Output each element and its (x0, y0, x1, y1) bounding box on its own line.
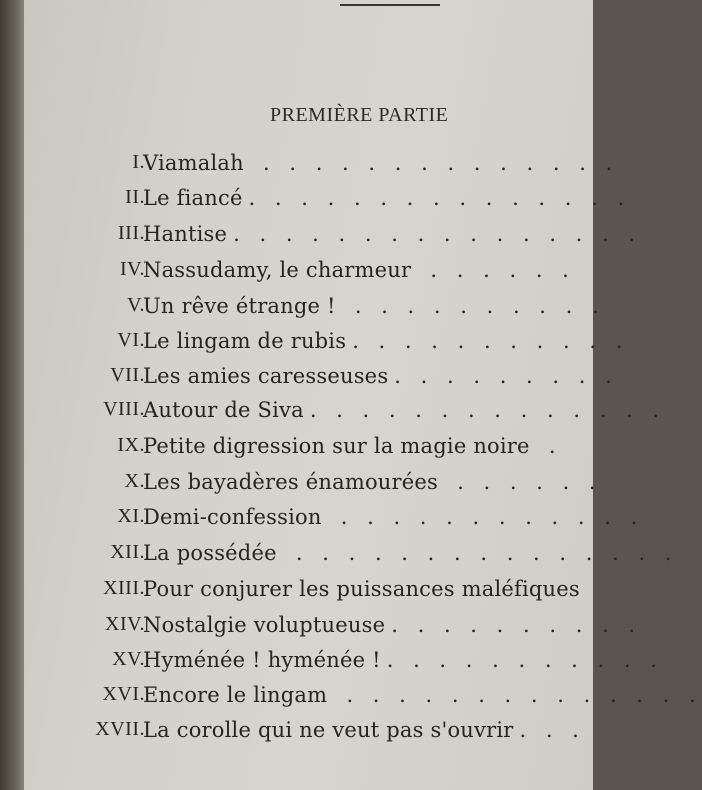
chapter-numeral: XII. (110, 541, 145, 563)
leader-dots: . . . . . . . . . . . (352, 329, 629, 353)
chapter-title-text: Le lingam de rubis (143, 329, 347, 353)
leader-dots: . . . . . . . . . . . . . . . (248, 186, 631, 210)
leader-dots: . . . . . . . . . . (341, 294, 606, 318)
chapter-numeral: V. (127, 294, 145, 316)
chapter-title-text: Hyménée ! hyménée ! (143, 648, 381, 672)
chapter-title-text: Pour conjurer les puissances maléfiques (143, 577, 580, 601)
chapter-numeral: XI. (117, 505, 145, 527)
chapter-title (143, 505, 644, 529)
leader-dots: . . . . . . . . . . . . . . . (282, 541, 678, 565)
book-gutter (0, 0, 24, 790)
toc-entry-1 (24, 151, 619, 181)
chapter-title (143, 613, 642, 637)
chapter-title-text: Autour de Siva (143, 398, 304, 422)
toc-entry-4 (24, 258, 593, 288)
chapter-title-text: La possédée (143, 541, 277, 565)
leader-dots: . . . (519, 718, 586, 742)
chapter-numeral: IX. (117, 434, 145, 456)
chapter-title (143, 364, 618, 388)
toc-entry-16 (24, 683, 702, 713)
chapter-title (143, 683, 702, 707)
chapter-title (143, 718, 585, 742)
chapter-numeral: XVII. (95, 718, 145, 740)
leader-dots: . . . . . . . . . . (391, 613, 642, 637)
toc-entry-7 (24, 364, 619, 394)
toc-entry-8 (24, 398, 666, 428)
chapter-numeral: IV. (119, 258, 145, 280)
chapter-title (143, 648, 663, 672)
chapter-title-text: Les amies caresseuses (143, 364, 389, 388)
toc-entry-17 (24, 718, 593, 748)
chapter-title-text: Demi-confession (143, 505, 322, 529)
chapter-numeral: III. (118, 222, 145, 244)
chapter-numeral: VII. (110, 364, 145, 386)
chapter-title (143, 541, 678, 565)
chapter-title (143, 398, 666, 422)
chapter-numeral: VIII. (103, 398, 145, 420)
chapter-title-text: Nassudamy, le charmeur (143, 258, 412, 282)
chapter-title (143, 577, 586, 601)
chapter-numeral: I. (132, 151, 145, 173)
chapter-numeral: X. (124, 470, 145, 492)
leader-dots: . . . . . . . . . . . . (327, 505, 644, 529)
toc-entry-9 (24, 434, 593, 464)
leader-dots: . . . . . . . . . (394, 364, 619, 388)
chapter-title (143, 294, 605, 318)
leader-dots: . . . . . . . . . . . . . . . . (233, 222, 642, 246)
chapter-title-text: Nostalgie voluptueuse (143, 613, 386, 637)
toc-entry-15 (24, 648, 664, 678)
toc-entry-5 (24, 294, 606, 324)
leader-dots: . . . . . . . . . . . . . . (309, 398, 666, 422)
leader-dots: . . . . . . . . . . . . . . (333, 683, 702, 707)
chapter-title (143, 222, 642, 246)
leader-dots: . . . . . . . . . . . . . . (249, 151, 619, 175)
chapter-title-text: Un rêve étrange ! (143, 294, 336, 318)
toc-entry-3 (24, 222, 642, 252)
chapter-numeral: XVI. (102, 683, 145, 705)
chapter-title-text: Encore le lingam (143, 683, 328, 707)
chapter-title-text: La corolle qui ne veut pas s'ouvrir (143, 718, 514, 742)
toc-entry-13 (24, 577, 593, 607)
chapter-numeral: II. (125, 186, 145, 208)
table-of-contents (24, 0, 702, 790)
chapter-title (143, 470, 602, 494)
leader-dots: . . . . . . (444, 470, 603, 494)
chapter-title (143, 186, 631, 210)
chapter-title-text: Petite digression sur la magie noire (143, 434, 530, 458)
chapter-title (143, 151, 619, 175)
chapter-title-text: Hantise (143, 222, 228, 246)
chapter-title-text: Le fiancé (143, 186, 243, 210)
leader-dots: . (535, 434, 563, 458)
chapter-title (143, 258, 575, 282)
chapter-numeral: XIV. (105, 613, 145, 635)
chapter-title (143, 329, 629, 353)
chapter-numeral: XIII. (103, 577, 145, 599)
toc-entry-6 (24, 329, 629, 359)
chapter-numeral: VI. (117, 329, 145, 351)
chapter-title-text: Viamalah (143, 151, 244, 175)
toc-entry-10 (24, 470, 603, 500)
chapter-title-text: Les bayadères énamourées (143, 470, 438, 494)
part-title: PREMIÈRE PARTIE (270, 104, 449, 126)
chapter-numeral: XV. (112, 648, 145, 670)
book-page (24, 0, 702, 790)
leader-dots: . . . . . . (417, 258, 576, 282)
toc-entry-11 (24, 505, 644, 535)
toc-entry-2 (24, 186, 631, 216)
toc-entry-14 (24, 613, 642, 643)
toc-entry-12 (24, 541, 678, 571)
chapter-title (143, 434, 562, 458)
leader-dots: . . . . . . . . . . . (386, 648, 664, 672)
